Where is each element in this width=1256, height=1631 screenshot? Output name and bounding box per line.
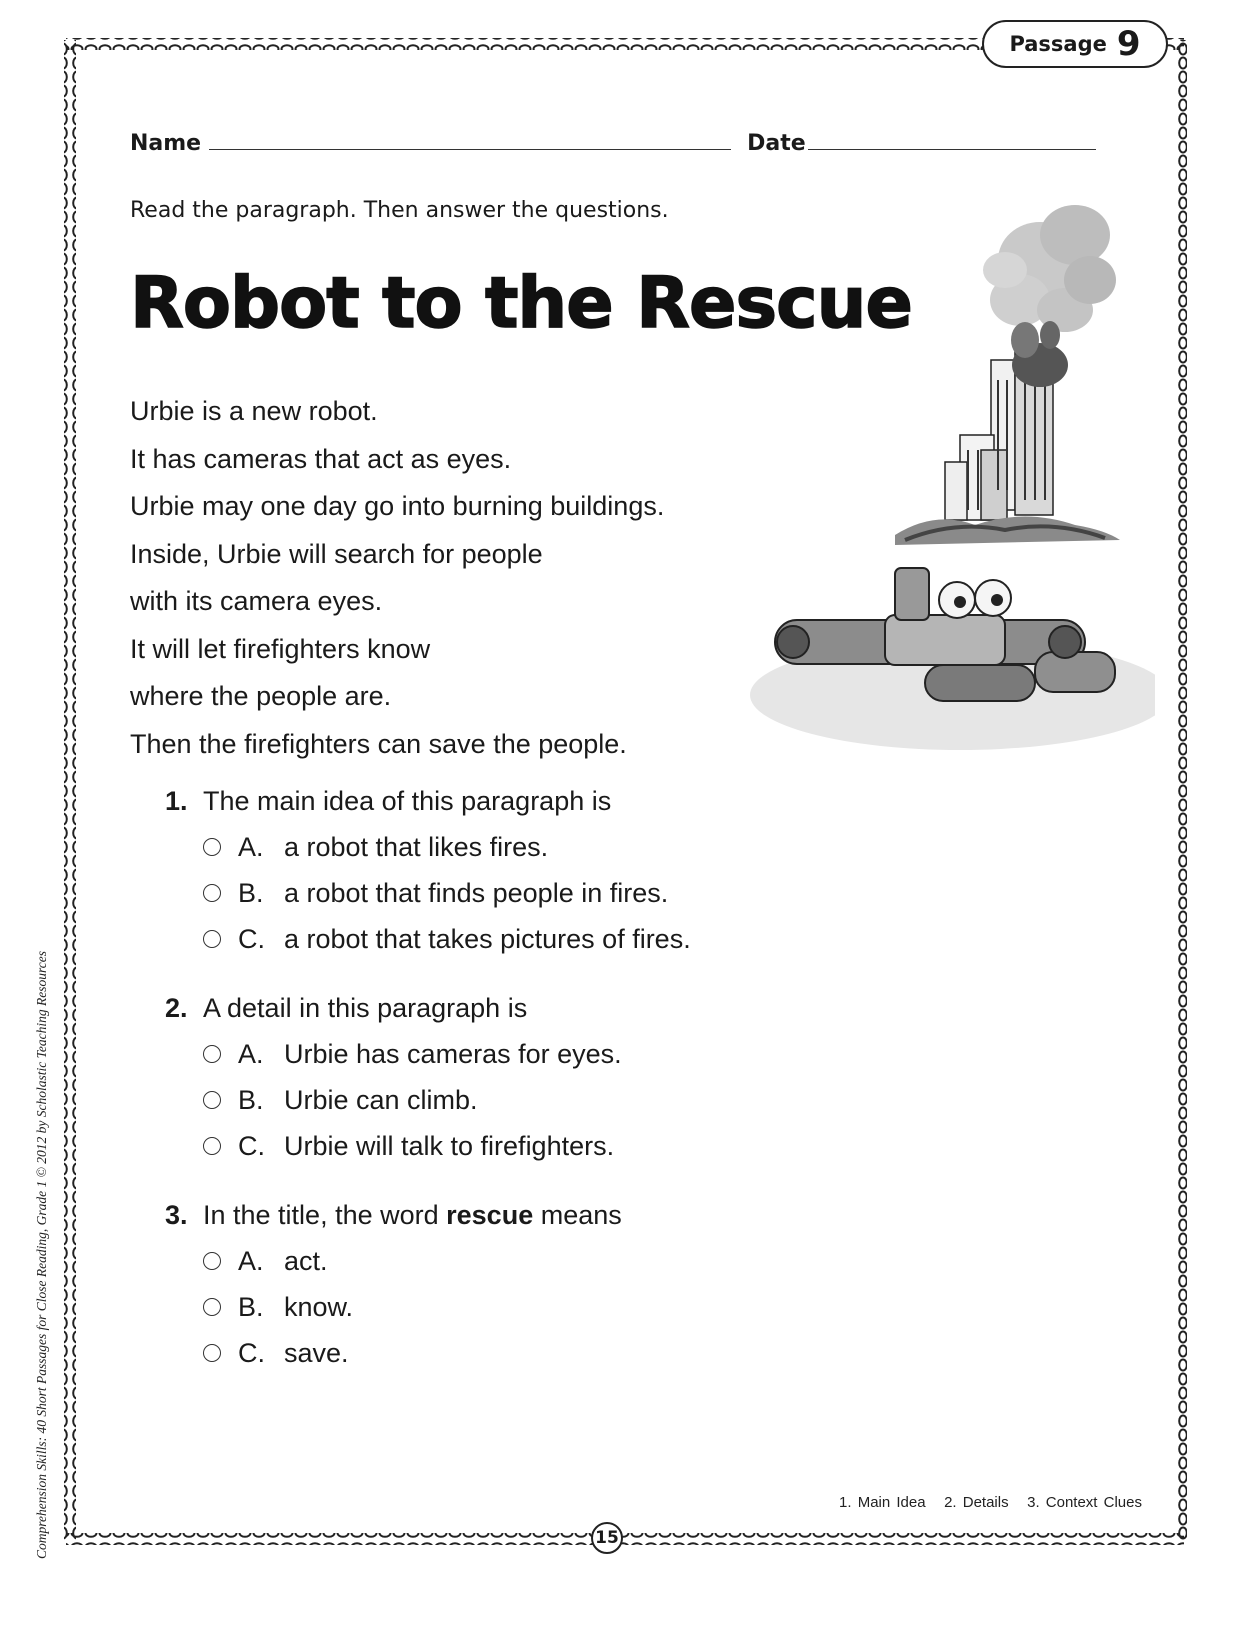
paragraph-line: Urbie is a new robot. bbox=[130, 396, 378, 426]
paragraph-line: with its camera eyes. bbox=[130, 586, 383, 616]
option-letter: B. bbox=[238, 1291, 264, 1322]
paragraph-line: where the people are. bbox=[130, 681, 392, 711]
page-number: 15 bbox=[591, 1522, 623, 1554]
burning-buildings-icon bbox=[895, 321, 1120, 545]
robot-rescue-illustration bbox=[735, 190, 1155, 760]
passage-label: Passage bbox=[1009, 32, 1107, 56]
answer-option[interactable] bbox=[203, 870, 691, 916]
option-letter: C. bbox=[238, 1130, 265, 1161]
radio-circle-icon[interactable] bbox=[203, 1137, 221, 1155]
option-text: know. bbox=[284, 1291, 354, 1322]
answer-option[interactable] bbox=[203, 1031, 691, 1077]
question-1 bbox=[165, 778, 691, 962]
paragraph-line: Urbie may one day go into burning buildings. bbox=[130, 491, 665, 521]
name-date-row bbox=[130, 122, 1120, 156]
question-stem bbox=[165, 1192, 691, 1238]
answer-option[interactable] bbox=[203, 1330, 691, 1376]
option-letter: C. bbox=[238, 1337, 265, 1368]
passage-number: 9 bbox=[1116, 24, 1141, 64]
page-title: Robot to the Rescue bbox=[130, 262, 912, 344]
option-letter: B. bbox=[238, 1084, 264, 1115]
copyright-notice: Comprehension Skills: 40 Short Passages for Close Reading, Grade 1 © 2012 by Scholastic Teaching Resources bbox=[34, 951, 49, 1559]
question-stem bbox=[165, 778, 691, 824]
option-letter: A. bbox=[238, 831, 264, 862]
option-text: a robot that likes fires. bbox=[284, 831, 549, 862]
option-text: a robot that finds people in fires. bbox=[284, 877, 669, 908]
questions-section bbox=[165, 778, 691, 1399]
question-3 bbox=[165, 1192, 691, 1376]
option-text: save. bbox=[284, 1337, 349, 1368]
option-text: Urbie has cameras for eyes. bbox=[284, 1038, 622, 1069]
question-text-start: In the title, the word bbox=[203, 1200, 447, 1230]
reading-paragraph bbox=[130, 388, 664, 768]
answer-option[interactable] bbox=[203, 1077, 691, 1123]
radio-circle-icon[interactable] bbox=[203, 1045, 221, 1063]
answer-option[interactable] bbox=[203, 1238, 691, 1284]
option-text: Urbie can climb. bbox=[284, 1084, 478, 1115]
paragraph-line: It has cameras that act as eyes. bbox=[130, 443, 512, 474]
instructions: Read the paragraph. Then answer the questions. bbox=[130, 198, 669, 223]
name-label: Name bbox=[130, 131, 202, 156]
option-text: a robot that takes pictures of fires. bbox=[284, 923, 691, 954]
vocabulary-word: rescue bbox=[446, 1200, 534, 1230]
radio-circle-icon[interactable] bbox=[203, 1091, 221, 1109]
paragraph-line: Inside, Urbie will search for people bbox=[130, 538, 543, 569]
paragraph-line: It will let firefighters know bbox=[130, 633, 431, 664]
skills-list: 1. Main Idea 2. Details 3. Context Clues bbox=[839, 1494, 1142, 1511]
question-stem bbox=[165, 985, 691, 1031]
radio-circle-icon[interactable] bbox=[203, 838, 221, 856]
radio-circle-icon[interactable] bbox=[203, 930, 221, 948]
option-letter: B. bbox=[238, 877, 264, 908]
paragraph-line: Then the firefighters can save the people. bbox=[130, 728, 627, 759]
question-text-end: means bbox=[533, 1200, 622, 1230]
question-text: The main idea of this paragraph is bbox=[203, 786, 612, 816]
option-text: Urbie will talk to firefighters. bbox=[284, 1130, 615, 1161]
answer-option[interactable] bbox=[203, 824, 691, 870]
question-text: A detail in this paragraph is bbox=[203, 993, 528, 1023]
date-field[interactable] bbox=[808, 149, 1096, 150]
answer-option[interactable] bbox=[203, 1284, 691, 1330]
question-number: 3. bbox=[165, 1200, 188, 1230]
question-number: 1. bbox=[165, 786, 188, 816]
option-letter: C. bbox=[238, 923, 265, 954]
robot-icon bbox=[750, 568, 1155, 750]
option-letter: A. bbox=[238, 1038, 264, 1069]
question-2 bbox=[165, 985, 691, 1169]
smoke-cloud-icon bbox=[983, 205, 1116, 332]
answer-option[interactable] bbox=[203, 916, 691, 962]
answer-option[interactable] bbox=[203, 1123, 691, 1169]
question-number: 2. bbox=[165, 993, 188, 1023]
passage-badge bbox=[982, 20, 1168, 68]
option-letter: A. bbox=[238, 1245, 264, 1276]
radio-circle-icon[interactable] bbox=[203, 1344, 221, 1362]
radio-circle-icon[interactable] bbox=[203, 884, 221, 902]
question-text bbox=[203, 1192, 622, 1238]
date-label: Date bbox=[747, 131, 806, 156]
name-field[interactable] bbox=[209, 149, 731, 150]
radio-circle-icon[interactable] bbox=[203, 1252, 221, 1270]
option-text: act. bbox=[284, 1245, 328, 1276]
radio-circle-icon[interactable] bbox=[203, 1298, 221, 1316]
